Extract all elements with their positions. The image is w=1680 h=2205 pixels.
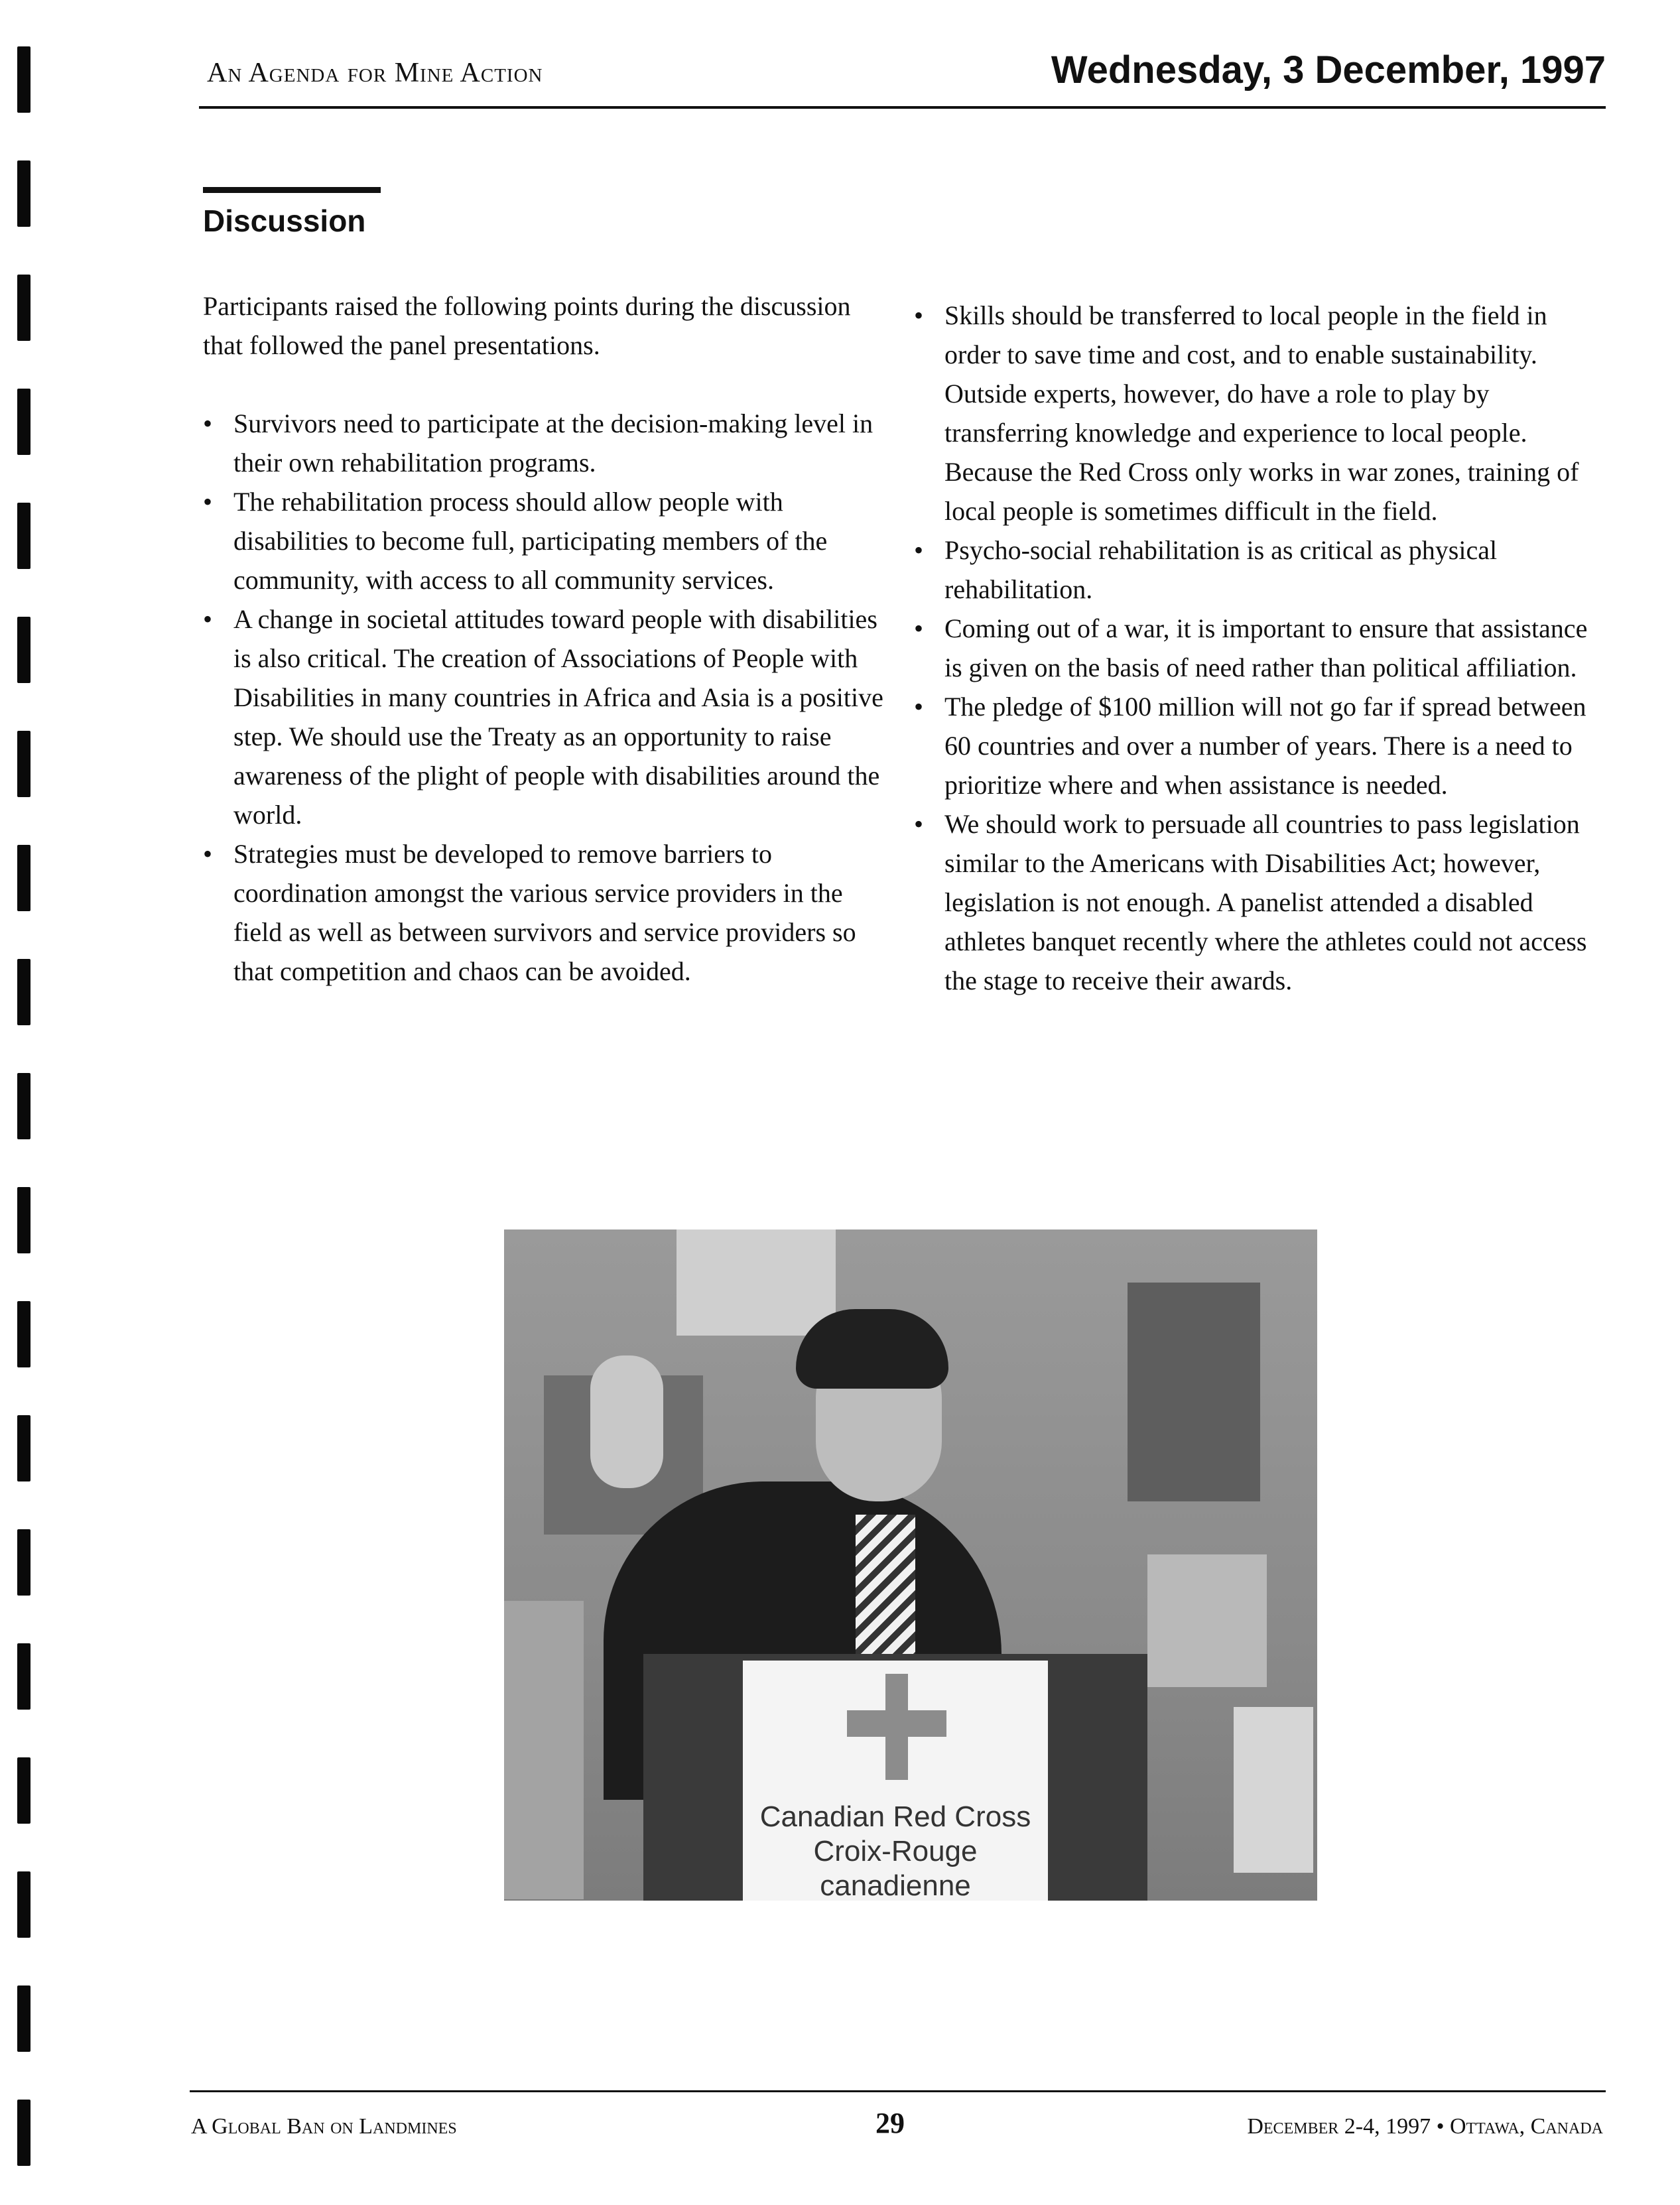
binding-hole — [17, 1985, 31, 2052]
footer-rule — [190, 2090, 1606, 2092]
binding-hole — [17, 1871, 31, 1938]
red-cross-icon-bar — [847, 1710, 946, 1737]
binding-hole — [17, 1187, 31, 1253]
footer-publication: A Global Ban on Landmines — [191, 2114, 457, 2139]
left-bullet-list — [203, 404, 886, 991]
binding-hole — [17, 46, 31, 113]
poster — [504, 1601, 584, 1899]
speaker-hair — [796, 1309, 948, 1389]
binding-hole — [17, 617, 31, 683]
right-bullet-list — [914, 296, 1604, 1000]
binding-hole — [17, 845, 31, 911]
poster — [1147, 1554, 1267, 1687]
poster — [1234, 1707, 1313, 1873]
bullet-item: • Coming out of a war, it is important to ensure that assistance is given on the basis of need rather than political affiliation. — [914, 609, 1604, 687]
binding-holes — [0, 0, 80, 2205]
right-column — [914, 296, 1604, 1000]
bullet-item: • The pledge of $100 million will not go far if spread between 60 countries and over a number of years. There is a need to prioritize where and when assistance is needed. — [914, 687, 1604, 804]
speaker-photo — [504, 1229, 1317, 1901]
page-number: 29 — [875, 2107, 905, 2139]
footer-event: December 2-4, 1997 • Ottawa, Canada — [1247, 2114, 1603, 2139]
speaker-arm — [590, 1355, 663, 1488]
left-column — [203, 286, 886, 991]
binding-hole — [17, 1643, 31, 1710]
poster — [1128, 1283, 1260, 1501]
podium-caption-en: Canadian Red Cross — [759, 1800, 1031, 1833]
header-date: Wednesday, 3 December, 1997 — [1051, 48, 1606, 92]
binding-hole — [17, 731, 31, 797]
bullet-item: • Skills should be transferred to local people in the field in order to save time and cost, and to enable sustainability. Outside experts, however, do have a role to play by transferring knowledge and experience to local people. Because the Red Cross only works in war zones, training of local people is sometimes difficult in the field. — [914, 296, 1604, 531]
binding-hole — [17, 959, 31, 1025]
binding-hole — [17, 1529, 31, 1596]
section-title: Discussion — [203, 204, 366, 238]
bullet-item: • A change in societal attitudes toward people with disabilities is also critical. The creation of Associations of People with Disabilities in many countries in Africa and Asia is a positive step. We should use the Treaty as an opportunity to raise awareness of the plight of people with disabilities around the world. — [203, 599, 886, 834]
binding-hole — [17, 160, 31, 227]
binding-hole — [17, 1073, 31, 1139]
intro-paragraph: Participants raised the following points during the discussion that followed the panel presentations. — [203, 291, 851, 360]
binding-hole — [17, 2100, 31, 2166]
podium-caption-fr: Croix-Rouge canadienne — [813, 1835, 978, 1901]
binding-hole — [17, 1301, 31, 1367]
binding-hole — [17, 1415, 31, 1481]
bullet-item: • We should work to persuade all countries to pass legislation similar to the Americans with Disabilities Act; however, legislation is not enough. A panelist attended a disabled athletes banquet recently where the athletes could not access the stage to receive their awards. — [914, 804, 1604, 1000]
running-header-title: An Agenda for Mine Action — [207, 58, 543, 88]
section-bar — [203, 187, 381, 193]
bullet-item: • The rehabilitation process should allow people with disabilities to become full, participating members of the community, with access to all community services. — [203, 482, 886, 599]
binding-hole — [17, 389, 31, 455]
bullet-item: • Survivors need to participate at the decision-making level in their own rehabilitation programs. — [203, 404, 886, 482]
poster — [677, 1229, 836, 1336]
binding-hole — [17, 1757, 31, 1824]
podium-caption — [756, 1800, 1035, 1901]
binding-hole — [17, 503, 31, 569]
bullet-item: • Strategies must be developed to remove barriers to coordination amongst the various service providers in the field as well as between survivors and service providers so that competition and chaos can be avoided. — [203, 834, 886, 991]
bullet-item: • Psycho-social rehabilitation is as critical as physical rehabilitation. — [914, 531, 1604, 609]
header-rule — [199, 106, 1606, 109]
binding-hole — [17, 275, 31, 341]
